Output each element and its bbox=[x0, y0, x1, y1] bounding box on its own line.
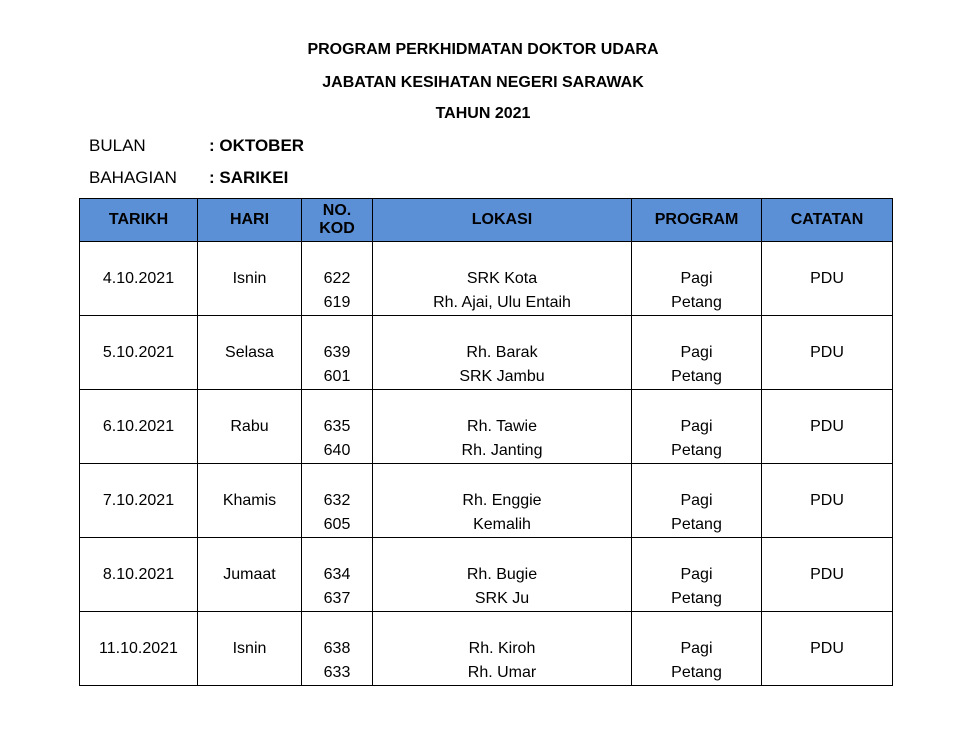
cell-program bbox=[632, 316, 762, 390]
kod-petang: 619 bbox=[323, 294, 351, 311]
lokasi-pagi: Rh. Kiroh bbox=[468, 640, 536, 657]
program-petang: Petang bbox=[671, 442, 722, 459]
col-header-program: PROGRAM bbox=[632, 199, 762, 242]
kod-pagi: 639 bbox=[323, 344, 351, 361]
cell-hari: Selasa bbox=[198, 316, 302, 390]
program-pagi: Pagi bbox=[680, 640, 713, 657]
cell-hari: Jumaat bbox=[198, 538, 302, 612]
bahagian-row bbox=[89, 167, 288, 189]
cell-catatan: PDU bbox=[762, 316, 893, 390]
kod-petang: 633 bbox=[323, 664, 351, 681]
cell-kod bbox=[302, 390, 373, 464]
col-header-hari: HARI bbox=[198, 199, 302, 242]
lokasi-petang: Rh. Umar bbox=[467, 664, 537, 681]
cell-tarikh: 8.10.2021 bbox=[80, 538, 198, 612]
cell-lokasi bbox=[373, 390, 632, 464]
table-row bbox=[80, 464, 893, 538]
cell-hari: Isnin bbox=[198, 242, 302, 316]
cell-hari: Rabu bbox=[198, 390, 302, 464]
bulan-row bbox=[89, 135, 304, 157]
table-row bbox=[80, 538, 893, 612]
cell-catatan: PDU bbox=[762, 612, 893, 686]
lokasi-petang: SRK Jambu bbox=[459, 368, 545, 385]
cell-tarikh: 11.10.2021 bbox=[80, 612, 198, 686]
col-header-catatan: CATATAN bbox=[762, 199, 893, 242]
bahagian-value: : SARIKEI bbox=[209, 168, 289, 187]
kod-pagi: 634 bbox=[323, 566, 351, 583]
lokasi-petang: SRK Ju bbox=[474, 590, 530, 607]
table-row bbox=[80, 316, 893, 390]
title-line-1: PROGRAM PERKHIDMATAN DOKTOR UDARA bbox=[307, 41, 659, 58]
table-header-row bbox=[80, 199, 893, 242]
kod-petang: 605 bbox=[323, 516, 351, 533]
program-pagi: Pagi bbox=[680, 270, 713, 287]
cell-tarikh: 4.10.2021 bbox=[80, 242, 198, 316]
cell-program bbox=[632, 538, 762, 612]
title-line-3: TAHUN 2021 bbox=[435, 105, 531, 122]
cell-kod bbox=[302, 538, 373, 612]
lokasi-petang: Kemalih bbox=[473, 516, 531, 533]
table-row bbox=[80, 390, 893, 464]
cell-program bbox=[632, 390, 762, 464]
lokasi-pagi: Rh. Barak bbox=[466, 344, 538, 361]
kod-pagi: 632 bbox=[323, 492, 351, 509]
program-petang: Petang bbox=[671, 590, 722, 607]
bulan-value: : OKTOBER bbox=[209, 136, 305, 155]
cell-lokasi bbox=[373, 538, 632, 612]
cell-kod bbox=[302, 242, 373, 316]
kod-petang: 601 bbox=[323, 368, 351, 385]
cell-catatan: PDU bbox=[762, 390, 893, 464]
lokasi-pagi: Rh. Tawie bbox=[467, 418, 537, 435]
cell-program bbox=[632, 464, 762, 538]
col-header-no-kod-line1: NO. bbox=[322, 202, 352, 219]
program-pagi: Pagi bbox=[680, 344, 713, 361]
cell-lokasi bbox=[373, 242, 632, 316]
kod-petang: 637 bbox=[323, 590, 351, 607]
cell-hari: Isnin bbox=[198, 612, 302, 686]
cell-program bbox=[632, 612, 762, 686]
cell-kod bbox=[302, 316, 373, 390]
table-row bbox=[80, 242, 893, 316]
program-pagi: Pagi bbox=[680, 492, 713, 509]
cell-tarikh: 7.10.2021 bbox=[80, 464, 198, 538]
bahagian-label: BAHAGIAN bbox=[89, 168, 177, 187]
kod-pagi: 638 bbox=[323, 640, 351, 657]
col-header-lokasi: LOKASI bbox=[373, 199, 632, 242]
cell-lokasi bbox=[373, 316, 632, 390]
program-petang: Petang bbox=[671, 664, 722, 681]
cell-tarikh: 6.10.2021 bbox=[80, 390, 198, 464]
cell-hari: Khamis bbox=[198, 464, 302, 538]
cell-catatan: PDU bbox=[762, 242, 893, 316]
lokasi-pagi: Rh. Bugie bbox=[466, 566, 538, 583]
program-petang: Petang bbox=[671, 516, 722, 533]
program-pagi: Pagi bbox=[680, 418, 713, 435]
cell-kod bbox=[302, 464, 373, 538]
cell-kod bbox=[302, 612, 373, 686]
kod-pagi: 622 bbox=[323, 270, 351, 287]
program-petang: Petang bbox=[671, 294, 722, 311]
lokasi-petang: Rh. Ajai, Ulu Entaih bbox=[433, 294, 571, 311]
cell-lokasi bbox=[373, 612, 632, 686]
schedule-table bbox=[79, 198, 893, 686]
cell-catatan: PDU bbox=[762, 538, 893, 612]
program-pagi: Pagi bbox=[680, 566, 713, 583]
col-header-no-kod bbox=[302, 199, 373, 242]
table-row bbox=[80, 612, 893, 686]
lokasi-pagi: SRK Kota bbox=[466, 270, 538, 287]
kod-petang: 640 bbox=[323, 442, 351, 459]
lokasi-petang: Rh. Janting bbox=[461, 442, 543, 459]
kod-pagi: 635 bbox=[323, 418, 351, 435]
title-line-2: JABATAN KESIHATAN NEGERI SARAWAK bbox=[322, 74, 644, 91]
bulan-label: BULAN bbox=[89, 136, 146, 155]
lokasi-pagi: Rh. Enggie bbox=[462, 492, 542, 509]
col-header-no-kod-line2: KOD bbox=[319, 220, 355, 237]
cell-lokasi bbox=[373, 464, 632, 538]
cell-program bbox=[632, 242, 762, 316]
cell-tarikh: 5.10.2021 bbox=[80, 316, 198, 390]
cell-catatan: PDU bbox=[762, 464, 893, 538]
col-header-tarikh: TARIKH bbox=[80, 199, 198, 242]
program-petang: Petang bbox=[671, 368, 722, 385]
